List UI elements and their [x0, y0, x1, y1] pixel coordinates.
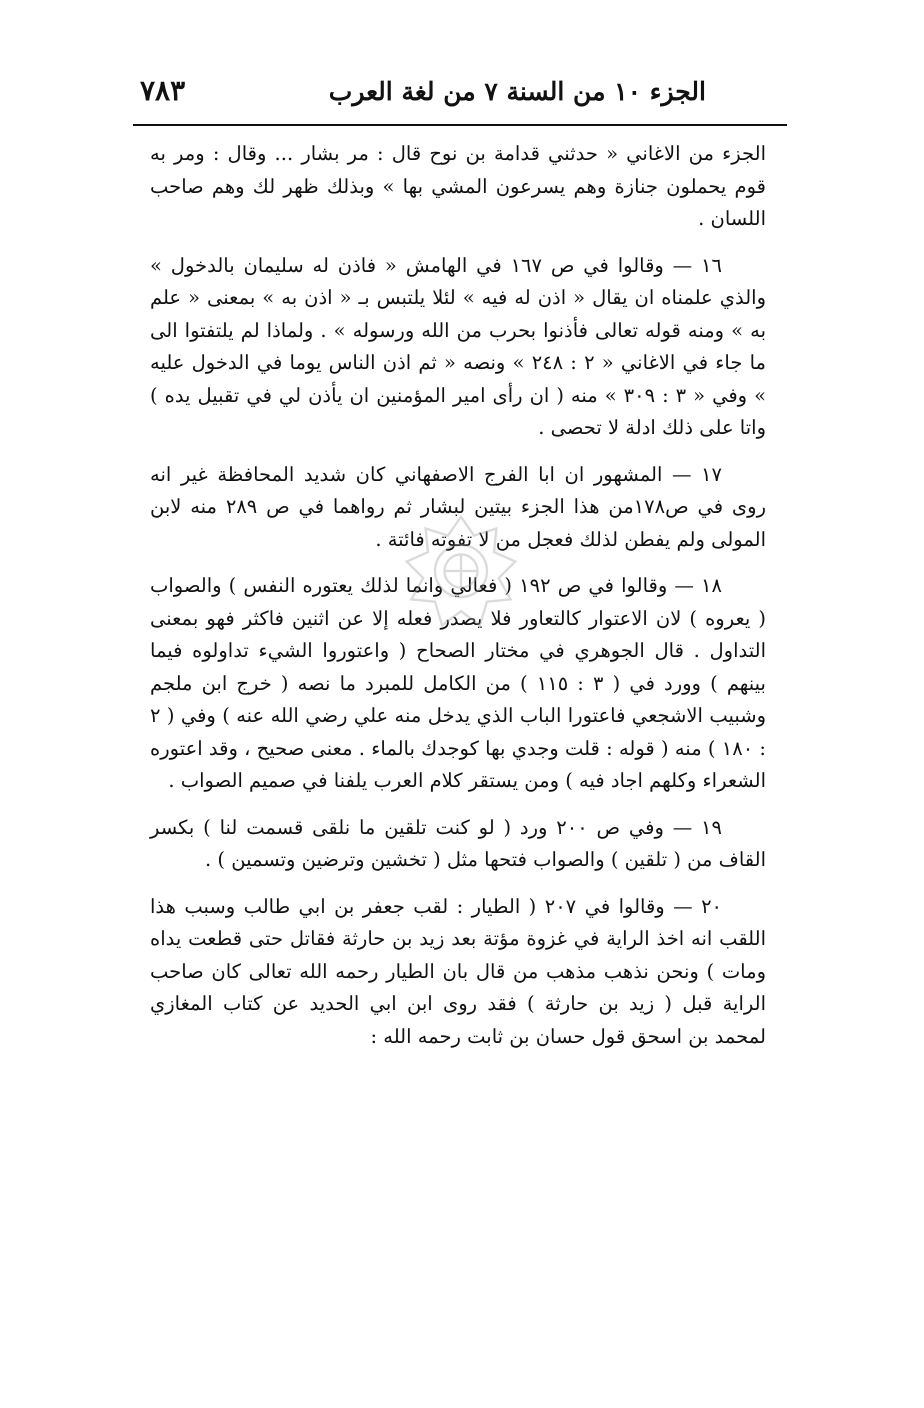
- paragraph-note-18: ١٨ — وقالوا في ص ١٩٢ ( فعالي وانما لذلك يعتوره النفس ) والصواب ( يعروه ) لان الاعتوار كالتعاور فلا يصدر فعله إلا عن اثنين فاكثر فهو بمعنى التداول . قال الجوهري في مختار الصحاح ( واعتوروا الشيء تداولوه فيما بينهم ) وورد في ( ٣ : ١١٥ ) من الكامل للمبرد ما نصه ( خرج ابن ملجم وشبيب الاشجعي فاعتورا الباب الذي يدخل منه علي رضي الله عنه ) وفي ( ٢ : ١٨٠ ) منه ( قوله : قلت وجدي بها كوجدك بالماء . معنى صحيح ، وقد اعتوره الشعراء وكلهم اجاد فيه ) ومن يستقر كلام العرب يلفنا في صميم الصواب .: [150, 574, 766, 792]
- header-rule: [133, 124, 787, 126]
- page-number: ٧٨٣: [140, 74, 186, 107]
- paragraph-continuation: الجزء من الاغاني « حدثني قدامة بن نوح قال : مر بشار ... وقال : ومر به قوم يحملون جنازة وهم يسرعون المشي بها » وبذلك ظهر لك وهم صاحب اللسان .: [150, 142, 766, 230]
- paragraph-note-20: ٢٠ — وقالوا في ٢٠٧ ( الطيار : لقب جعفر بن ابي طالب وسبب هذا اللقب انه اخذ الراية في غزوة مؤتة بعد زيد بن حارثة فقاتل حتى قطعت يداه ومات ) ونحن نذهب مذهب من قال بان الطيار رحمه الله تعالى كان صاحب الراية قبل ( زيد بن حارثة ) فقد روى ابن ابي الحديد عن كتاب المغازي لمحمد بن اسحق قول حسان بن ثابت رحمه الله :: [150, 894, 766, 1048]
- body-text: [150, 138, 766, 1067]
- paragraph-note-16: ١٦ — وقالوا في ص ١٦٧ في الهامش « فاذن له سليمان بالدخول » والذي علمناه ان يقال « اذن له فيه » لئلا يلتبس بـ « اذن به » بمعنى « علم به » ومنه قوله تعالى فأذنوا بحرب من الله ورسوله » . ولماذا لم يلتفتوا الى ما جاء في الاغاني « ٢ : ٢٤٨ » ونصه « ثم اذن الناس يوما في الدخول عليه » وفي « ٣ : ٣٠٩ » منه ( ان رأى امير المؤمنين ان يأذن لي في تقبيل يده ) واتا على ذلك ادلة لا تحصى .: [150, 253, 766, 439]
- running-head: [140, 74, 706, 114]
- paragraph-note-19: ١٩ — وفي ص ٢٠٠ ورد ( لو كنت تلقين ما نلقى قسمت لنا ) بكسر القاف من ( تلقين ) والصواب فتحها مثل ( تخشين وترضين وتسمين ) .: [150, 815, 766, 871]
- paragraph-note-17: ١٧ — المشهور ان ابا الفرج الاصفهاني كان شديد المحافظة غير انه روى في ص١٧٨من هذا الجزء بيتين لبشار ثم رواهما في ص ٢٨٩ منه لابن المولى ولم يفطن لذلك فعجل من لا تفوته فائتة .: [150, 462, 766, 551]
- running-title: الجزء ١٠ من السنة ٧ من لغة العرب: [328, 77, 706, 106]
